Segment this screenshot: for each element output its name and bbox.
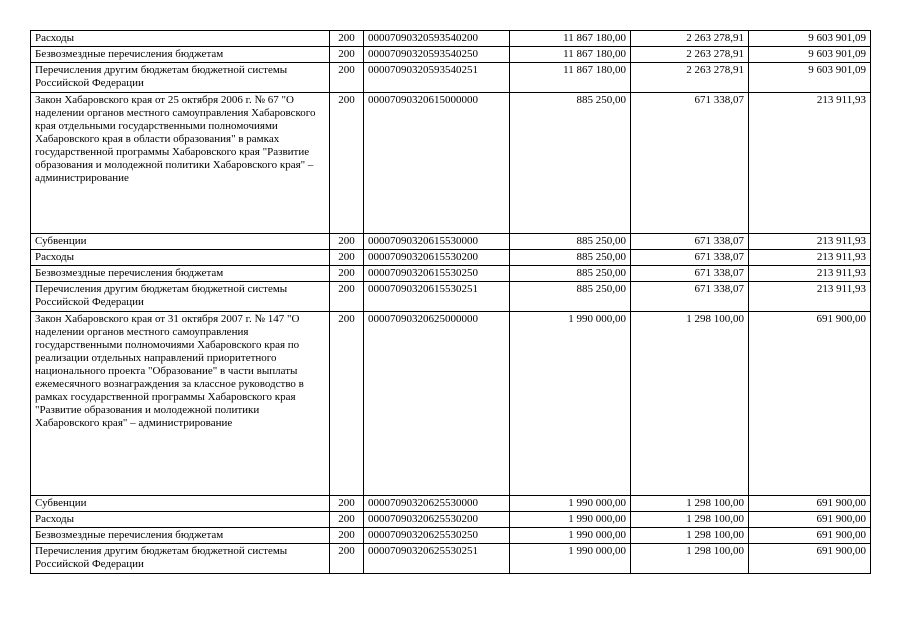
row-code-cell: 200 (330, 47, 364, 63)
row-remainder-cell: 9 603 901,09 (749, 63, 871, 93)
row-executed-cell: 671 338,07 (631, 266, 749, 282)
row-executed-cell: 2 263 278,91 (631, 31, 749, 47)
row-kbk-cell: 00007090320615530250 (364, 266, 510, 282)
row-remainder-cell: 213 911,93 (749, 93, 871, 234)
row-plan-cell: 1 990 000,00 (510, 496, 631, 512)
row-code-cell: 200 (330, 31, 364, 47)
row-kbk-cell: 00007090320615530000 (364, 234, 510, 250)
row-code-cell: 200 (330, 93, 364, 234)
table-row (31, 496, 871, 512)
table-row (31, 282, 871, 312)
budget-execution-table (30, 30, 871, 574)
row-code-cell: 200 (330, 250, 364, 266)
row-remainder-cell: 213 911,93 (749, 250, 871, 266)
row-remainder-cell: 691 900,00 (749, 528, 871, 544)
row-executed-cell: 1 298 100,00 (631, 496, 749, 512)
row-kbk-cell: 00007090320593540200 (364, 31, 510, 47)
row-code-cell: 200 (330, 496, 364, 512)
table-row (31, 266, 871, 282)
row-plan-cell: 1 990 000,00 (510, 312, 631, 496)
table-row (31, 31, 871, 47)
row-executed-cell: 671 338,07 (631, 250, 749, 266)
row-plan-cell: 11 867 180,00 (510, 47, 631, 63)
row-kbk-cell: 00007090320625530251 (364, 544, 510, 574)
row-plan-cell: 885 250,00 (510, 93, 631, 234)
row-kbk-cell: 00007090320625530000 (364, 496, 510, 512)
row-name-cell: Расходы (31, 31, 330, 47)
row-executed-cell: 1 298 100,00 (631, 512, 749, 528)
row-executed-cell: 1 298 100,00 (631, 528, 749, 544)
row-executed-cell: 671 338,07 (631, 234, 749, 250)
row-name-cell: Субвенции (31, 496, 330, 512)
row-name-cell: Закон Хабаровского края от 25 октября 2006 г. № 67 "О наделении органов местного самоуправления Хабаровского края отдельными государственными полномочиями Хабаровского края в области образования" в рамках государственной программы Хабаровского края "Развитие образования и молодежной политики Хабаровского края" – администрирование (31, 93, 330, 234)
row-remainder-cell: 691 900,00 (749, 512, 871, 528)
row-plan-cell: 885 250,00 (510, 266, 631, 282)
row-code-cell: 200 (330, 528, 364, 544)
row-executed-cell: 1 298 100,00 (631, 544, 749, 574)
row-remainder-cell: 9 603 901,09 (749, 31, 871, 47)
row-kbk-cell: 00007090320625530250 (364, 528, 510, 544)
row-remainder-cell: 213 911,93 (749, 282, 871, 312)
row-executed-cell: 671 338,07 (631, 93, 749, 234)
table-row (31, 234, 871, 250)
row-code-cell: 200 (330, 234, 364, 250)
row-remainder-cell: 691 900,00 (749, 312, 871, 496)
row-remainder-cell: 691 900,00 (749, 496, 871, 512)
row-plan-cell: 885 250,00 (510, 234, 631, 250)
row-executed-cell: 1 298 100,00 (631, 312, 749, 496)
row-plan-cell: 885 250,00 (510, 250, 631, 266)
row-plan-cell: 11 867 180,00 (510, 31, 631, 47)
row-executed-cell: 2 263 278,91 (631, 63, 749, 93)
row-plan-cell: 885 250,00 (510, 282, 631, 312)
table-row (31, 47, 871, 63)
row-kbk-cell: 00007090320615000000 (364, 93, 510, 234)
row-remainder-cell: 691 900,00 (749, 544, 871, 574)
row-kbk-cell: 00007090320593540250 (364, 47, 510, 63)
row-name-cell: Безвозмездные перечисления бюджетам (31, 528, 330, 544)
row-kbk-cell: 00007090320625530200 (364, 512, 510, 528)
row-kbk-cell: 00007090320625000000 (364, 312, 510, 496)
row-name-cell: Расходы (31, 250, 330, 266)
row-code-cell: 200 (330, 312, 364, 496)
row-kbk-cell: 00007090320615530200 (364, 250, 510, 266)
row-name-cell: Субвенции (31, 234, 330, 250)
row-plan-cell: 1 990 000,00 (510, 512, 631, 528)
row-name-cell: Безвозмездные перечисления бюджетам (31, 47, 330, 63)
row-plan-cell: 1 990 000,00 (510, 528, 631, 544)
row-code-cell: 200 (330, 544, 364, 574)
table-row (31, 544, 871, 574)
row-executed-cell: 671 338,07 (631, 282, 749, 312)
row-code-cell: 200 (330, 512, 364, 528)
row-plan-cell: 11 867 180,00 (510, 63, 631, 93)
row-remainder-cell: 213 911,93 (749, 234, 871, 250)
row-remainder-cell: 213 911,93 (749, 266, 871, 282)
table-row (31, 93, 871, 234)
row-name-cell: Закон Хабаровского края от 31 октября 2007 г. № 147 "О наделении органов местного самоуправления государственными полномочиями Хабаровского края по реализации отдельных направлений приоритетного национального проекта "Образование" в части выплаты ежемесячного вознаграждения за классное руководство в рамках государственной программы Хабаровского края "Развитие образования и молодежной политики Хабаровского края" – администрирование (31, 312, 330, 496)
row-code-cell: 200 (330, 282, 364, 312)
row-executed-cell: 2 263 278,91 (631, 47, 749, 63)
table-row (31, 250, 871, 266)
table-row (31, 512, 871, 528)
row-kbk-cell: 00007090320615530251 (364, 282, 510, 312)
row-kbk-cell: 00007090320593540251 (364, 63, 510, 93)
row-code-cell: 200 (330, 63, 364, 93)
table-row (31, 312, 871, 496)
row-name-cell: Перечисления другим бюджетам бюджетной системы Российской Федерации (31, 282, 330, 312)
row-name-cell: Перечисления другим бюджетам бюджетной системы Российской Федерации (31, 63, 330, 93)
row-code-cell: 200 (330, 266, 364, 282)
table-row (31, 528, 871, 544)
row-remainder-cell: 9 603 901,09 (749, 47, 871, 63)
table-row (31, 63, 871, 93)
row-name-cell: Безвозмездные перечисления бюджетам (31, 266, 330, 282)
table-body (31, 31, 871, 574)
row-name-cell: Расходы (31, 512, 330, 528)
row-name-cell: Перечисления другим бюджетам бюджетной системы Российской Федерации (31, 544, 330, 574)
row-plan-cell: 1 990 000,00 (510, 544, 631, 574)
